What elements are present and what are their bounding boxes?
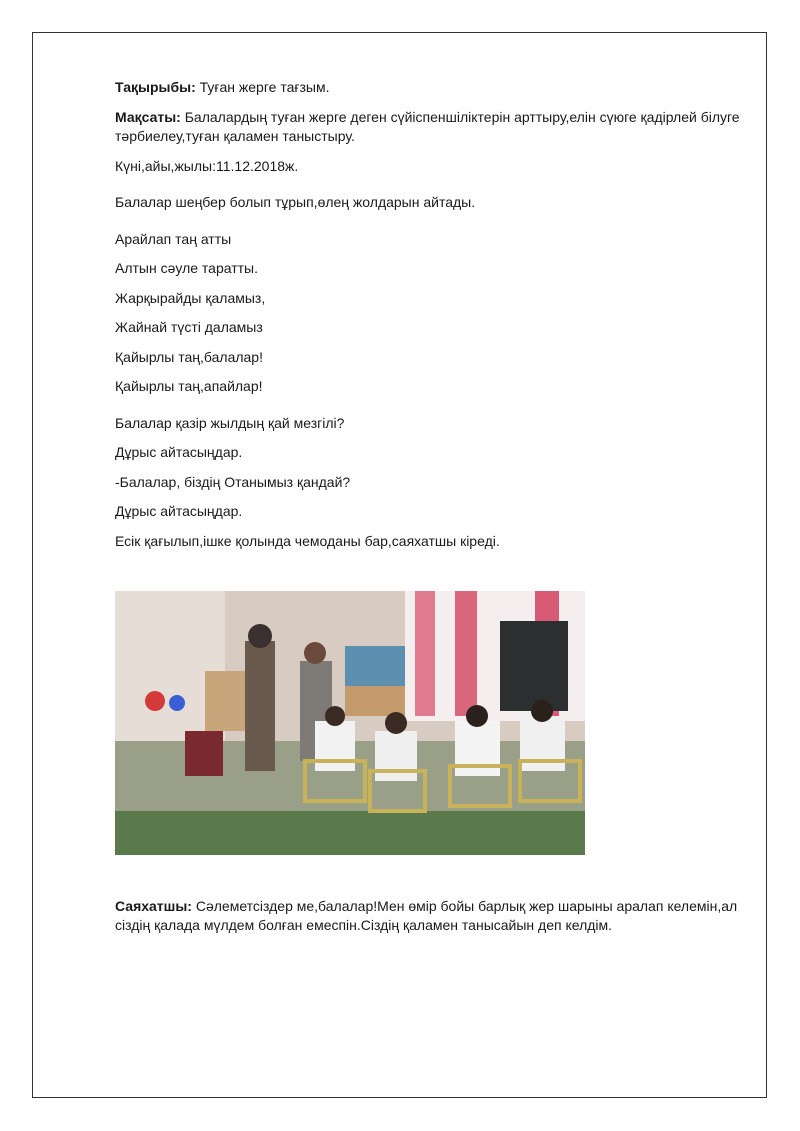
poem-line: Қайырлы таң,балалар! [115, 349, 263, 365]
dialogue-line: Балалар қазір жылдың қай мезгілі? [115, 415, 345, 431]
intro-line: Балалар шеңбер болып тұрып,өлең жолдарын айтады. [115, 194, 476, 210]
poem-line: Алтын сәуле таратты. [115, 260, 259, 276]
poem-line: Арайлап таң атты [115, 231, 232, 247]
poem-line: Жарқырайды қаламыз, [115, 290, 266, 306]
classroom-photo [115, 591, 585, 855]
traveler-paragraph [115, 897, 740, 935]
traveler-label: Саяхатшы: [115, 898, 192, 914]
goal-text: Балалардың туған жерге деген сүйіспеншіліктерін арттыру,елін сүюге қадірлей білуге тәрбиелеу,туған қаламен таныстыру. [115, 109, 740, 144]
date-line: Күні,айы,жылы:11.12.2018ж. [115, 158, 299, 174]
dialogue-line: Есік қағылып,ішке қолында чемоданы бар,саяхатшы кіреді. [115, 533, 500, 549]
page-border [32, 32, 767, 1098]
goal-paragraph [115, 108, 740, 146]
traveler-text: Сәлеметсіздер ме,балалар!Мен өмір бойы барлық жер шарыны аралап келемін,ал сіздің қалада мүлдем болған емеспін.Сіздің қаламен танысайын деп келдім. [115, 898, 738, 933]
poem-line: Қайырлы таң,апайлар! [115, 378, 263, 394]
dialogue-line: -Балалар, біздің Отанымыз қандай? [115, 474, 351, 490]
topic-text: Туған жерге тағзым. [199, 79, 330, 95]
dialogue-line: Дұрыс айтасыңдар. [115, 444, 243, 460]
goal-label: Мақсаты: [115, 109, 181, 125]
dialogue-line: Дұрыс айтасыңдар. [115, 503, 243, 519]
poem-line: Жайнай түсті даламыз [115, 319, 263, 335]
topic-line [115, 78, 329, 97]
topic-label: Тақырыбы: [115, 79, 196, 95]
